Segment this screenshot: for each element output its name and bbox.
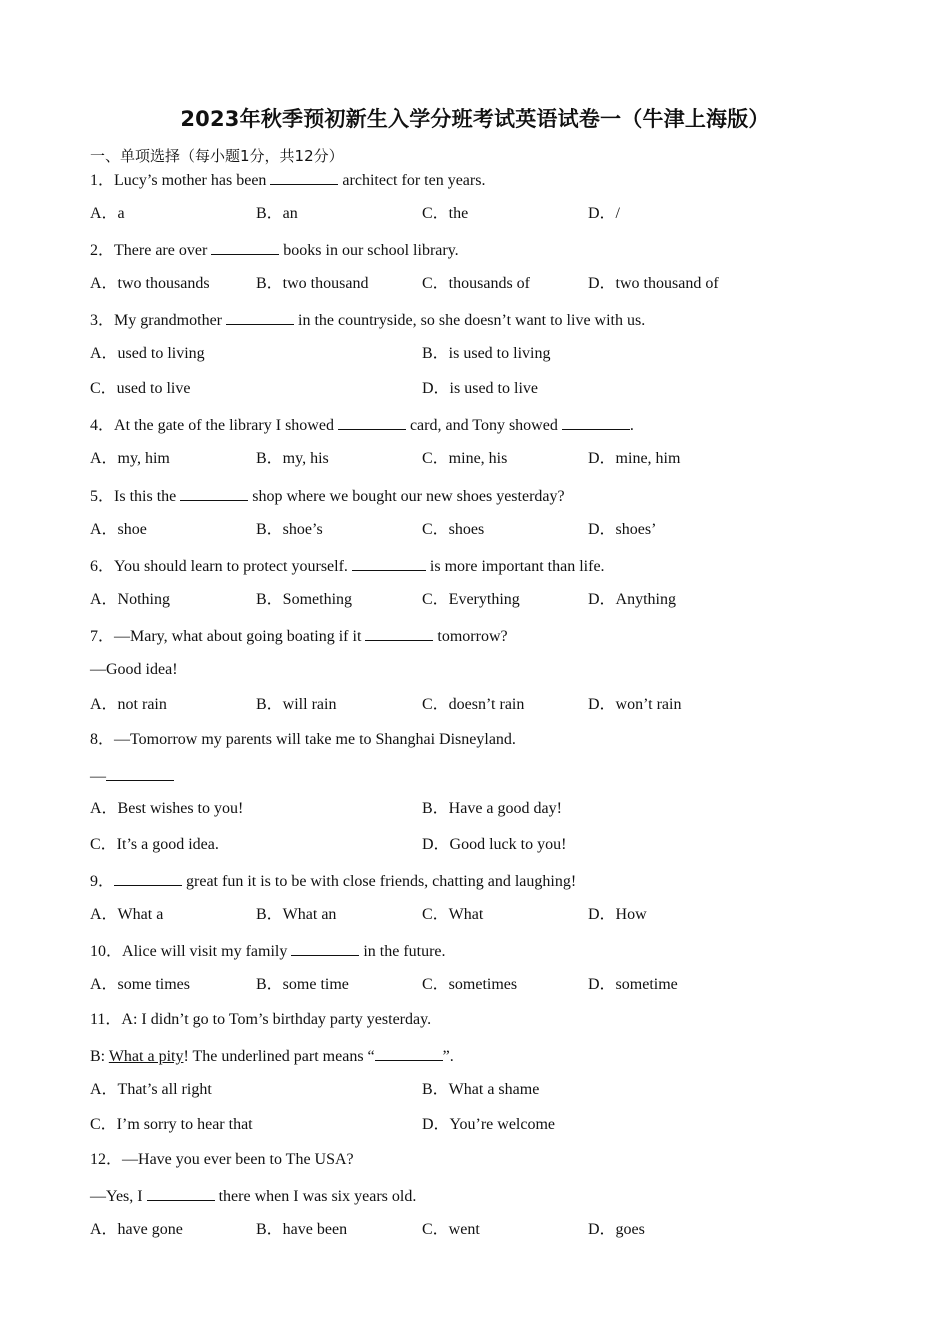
q3-option-d: D．is used to live <box>422 380 538 397</box>
q8-option-a: A．Best wishes to you! <box>90 800 244 817</box>
q7-option-d: D．won’t rain <box>588 696 682 713</box>
section-heading: 一、单项选择（每小题1分，共12分） <box>90 147 344 165</box>
q12-reply: —Yes, I there when I was six years old. <box>90 1185 416 1207</box>
q6-option-d: D．Anything <box>588 591 677 608</box>
underlined-phrase: What a pity <box>108 1048 184 1065</box>
q12-option-c: C．went <box>422 1221 480 1238</box>
question-9: 9． great fun it is to be with close friends, chatting and laughing! <box>90 870 576 892</box>
q6-option-c: C．Everything <box>422 591 520 608</box>
q5-option-a: A．shoe <box>90 521 147 538</box>
q2-option-a: A．two thousands <box>90 275 210 292</box>
q11-option-d: D．You’re welcome <box>422 1116 556 1133</box>
question-10: 10．Alice will visit my family in the future. <box>90 940 446 962</box>
q2-option-d: D．two thousand of <box>588 275 719 292</box>
q2-option-b: B．two thousand <box>256 275 369 292</box>
question-5: 5．Is this the shop where we bought our new shoes yesterday? <box>90 485 565 507</box>
answer-blank <box>147 1185 215 1201</box>
q11-option-c: C．I’m sorry to hear that <box>90 1116 253 1133</box>
q1-option-b: B．an <box>256 205 298 222</box>
question-6: 6．You should learn to protect yourself. is more important than life. <box>90 555 605 577</box>
q1-option-c: C．the <box>422 205 469 222</box>
answer-blank <box>291 940 359 956</box>
q10-option-b: B．some time <box>256 976 349 993</box>
q11-option-b: B．What a shame <box>422 1081 540 1098</box>
question-11: 11．A: I didn’t go to Tom’s birthday party yesterday. <box>90 1011 432 1028</box>
answer-blank <box>375 1045 443 1061</box>
q12-option-b: B．have been <box>256 1221 348 1238</box>
q7-option-a: A．not rain <box>90 696 167 713</box>
question-1: 1．Lucy’s mother has been architect for ten years. <box>90 169 485 191</box>
q10-option-c: C．sometimes <box>422 976 518 993</box>
q12-option-d: D．goes <box>588 1221 645 1238</box>
answer-blank <box>338 414 406 430</box>
q7-option-b: B．will rain <box>256 696 337 713</box>
answer-blank <box>180 485 248 501</box>
answer-blank <box>226 309 294 325</box>
q5-option-d: D．shoes’ <box>588 521 657 538</box>
q9-option-c: C．What <box>422 906 484 923</box>
q7-reply: —Good idea! <box>90 661 178 678</box>
q2-option-c: C．thousands of <box>422 275 531 292</box>
q6-option-b: B．Something <box>256 591 353 608</box>
q7-option-c: C．doesn’t rain <box>422 696 525 713</box>
q8-option-d: D．Good luck to you! <box>422 836 567 853</box>
q3-option-a: A．used to living <box>90 345 205 362</box>
answer-blank <box>270 169 338 185</box>
q8-option-b: B．Have a good day! <box>422 800 562 817</box>
question-7: 7．—Mary, what about going boating if it tomorrow? <box>90 625 508 647</box>
answer-blank <box>106 765 174 781</box>
question-12: 12．—Have you ever been to The USA? <box>90 1151 354 1168</box>
question-2: 2．There are over books in our school library. <box>90 239 459 261</box>
answer-blank <box>365 625 433 641</box>
q3-option-b: B．is used to living <box>422 345 551 362</box>
q5-option-c: C．shoes <box>422 521 485 538</box>
q9-option-d: D．How <box>588 906 647 923</box>
q9-option-b: B．What an <box>256 906 337 923</box>
q3-option-c: C．used to live <box>90 380 191 397</box>
question-8: 8．—Tomorrow my parents will take me to Shanghai Disneyland. <box>90 731 516 748</box>
q4-option-b: B．my, his <box>256 450 329 467</box>
q1-option-d: D．/ <box>588 205 621 222</box>
answer-blank <box>114 870 182 886</box>
q11-option-a: A．That’s all right <box>90 1081 212 1098</box>
q1-option-a: A．a <box>90 205 125 222</box>
q9-option-a: A．What a <box>90 906 164 923</box>
page-title: 2023年秋季预初新生入学分班考试英语试卷一（牛津上海版） <box>180 107 770 131</box>
q8-option-c: C．It’s a good idea. <box>90 836 219 853</box>
q4-option-c: C．mine, his <box>422 450 508 467</box>
q4-option-a: A．my, him <box>90 450 170 467</box>
q8-reply: — <box>90 765 174 787</box>
answer-blank <box>211 239 279 255</box>
q11-reply: B: What a pity! The underlined part means “ ”. <box>90 1045 454 1067</box>
answer-blank <box>562 414 630 430</box>
question-3: 3．My grandmother in the countryside, so she doesn’t want to live with us. <box>90 309 645 331</box>
answer-blank <box>352 555 426 571</box>
question-4: 4．At the gate of the library I showed card, and Tony showed . <box>90 414 634 436</box>
q4-option-d: D．mine, him <box>588 450 681 467</box>
q10-option-d: D．sometime <box>588 976 678 993</box>
q6-option-a: A．Nothing <box>90 591 171 608</box>
q10-option-a: A．some times <box>90 976 190 993</box>
q12-option-a: A．have gone <box>90 1221 183 1238</box>
q5-option-b: B．shoe’s <box>256 521 323 538</box>
